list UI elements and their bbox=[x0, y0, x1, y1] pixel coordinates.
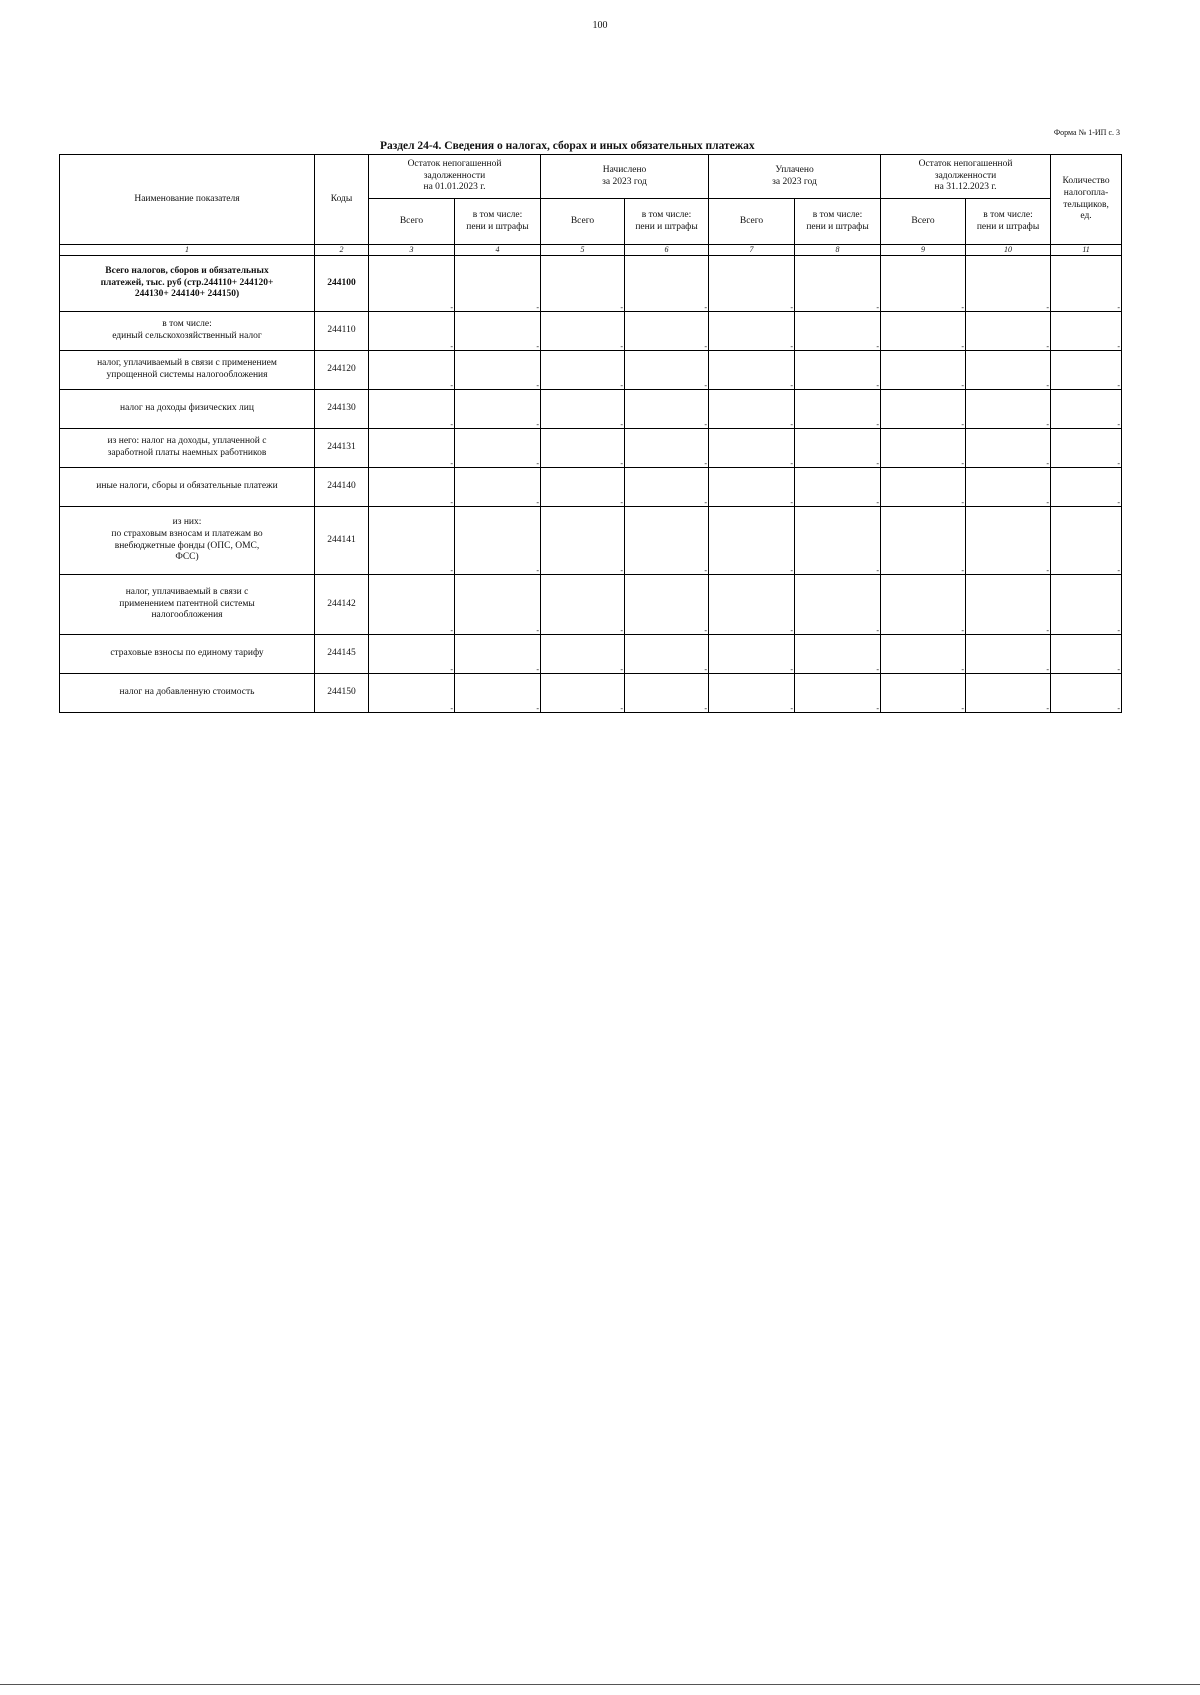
cell-dash: - bbox=[1046, 303, 1050, 312]
text-line: налог, уплачиваемый в связи с применением bbox=[97, 358, 277, 369]
header-group bbox=[881, 155, 1051, 199]
cell-dash: - bbox=[961, 381, 965, 390]
text-line: Уплачено bbox=[775, 164, 814, 175]
cell-dash: - bbox=[1046, 459, 1050, 468]
value-cell[interactable] bbox=[881, 429, 966, 468]
cell-dash: - bbox=[450, 704, 453, 713]
cell-dash: - bbox=[450, 420, 453, 429]
cell-dash: - bbox=[704, 626, 708, 635]
cell-dash: - bbox=[876, 303, 880, 312]
table-row bbox=[60, 507, 1122, 575]
column-number: 9 bbox=[881, 245, 966, 256]
value-cell[interactable] bbox=[795, 390, 881, 429]
value-cell[interactable] bbox=[1051, 312, 1122, 351]
cell-dash: - bbox=[961, 626, 965, 635]
cell-dash: - bbox=[790, 381, 794, 390]
value-cell[interactable] bbox=[369, 390, 455, 429]
text-line: за 2023 год bbox=[772, 176, 817, 187]
cell-dash: - bbox=[876, 665, 880, 674]
row-name bbox=[60, 674, 315, 713]
value-cell[interactable] bbox=[881, 351, 966, 390]
value-cell[interactable] bbox=[709, 468, 795, 507]
value-cell[interactable] bbox=[709, 674, 795, 713]
value-cell[interactable] bbox=[541, 256, 625, 312]
value-cell[interactable] bbox=[369, 351, 455, 390]
value-cell[interactable] bbox=[881, 507, 966, 575]
cell-dash: - bbox=[620, 459, 623, 468]
subheader-penalties bbox=[455, 199, 541, 245]
text-line: из них: bbox=[172, 516, 202, 527]
header-group bbox=[369, 155, 541, 199]
text-line: пени и штрафы bbox=[466, 221, 529, 232]
value-cell[interactable] bbox=[369, 468, 455, 507]
cell-dash: - bbox=[704, 704, 708, 713]
value-cell[interactable] bbox=[455, 507, 541, 575]
table-row bbox=[60, 351, 1122, 390]
value-cell[interactable] bbox=[1051, 635, 1122, 674]
cell-dash: - bbox=[876, 498, 880, 507]
row-name bbox=[60, 312, 315, 351]
value-cell[interactable] bbox=[455, 674, 541, 713]
value-cell[interactable] bbox=[881, 312, 966, 351]
cell-dash: - bbox=[704, 381, 708, 390]
row-code: 244140 bbox=[315, 468, 369, 507]
cell-dash: - bbox=[536, 566, 539, 575]
value-cell[interactable] bbox=[455, 256, 541, 312]
cell-dash: - bbox=[961, 566, 965, 575]
cell-dash: - bbox=[536, 303, 539, 312]
value-cell[interactable] bbox=[369, 312, 455, 351]
cell-dash: - bbox=[704, 303, 708, 312]
cell-dash: - bbox=[1117, 626, 1121, 635]
cell-dash: - bbox=[876, 459, 880, 468]
value-cell[interactable] bbox=[625, 312, 709, 351]
value-cell[interactable] bbox=[966, 635, 1051, 674]
row-name bbox=[60, 507, 315, 575]
cell-dash: - bbox=[790, 342, 794, 351]
text-line: ФСС) bbox=[175, 552, 199, 563]
table-row bbox=[60, 468, 1122, 507]
section-title: Раздел 24-4. Сведения о налогах, сборах и иных обязательных платежах bbox=[380, 140, 755, 152]
row-name bbox=[60, 575, 315, 635]
cell-dash: - bbox=[536, 704, 539, 713]
value-cell[interactable] bbox=[455, 468, 541, 507]
column-number: 11 bbox=[1051, 245, 1122, 256]
value-cell[interactable] bbox=[625, 635, 709, 674]
value-cell[interactable] bbox=[795, 429, 881, 468]
subheader-penalties bbox=[795, 199, 881, 245]
value-cell[interactable] bbox=[625, 256, 709, 312]
value-cell[interactable] bbox=[625, 507, 709, 575]
cell-dash: - bbox=[876, 381, 880, 390]
text-line: Всего налогов, сборов и обязательных bbox=[105, 265, 269, 276]
row-code: 244130 bbox=[315, 390, 369, 429]
value-cell[interactable] bbox=[625, 429, 709, 468]
cell-dash: - bbox=[536, 665, 539, 674]
value-cell[interactable] bbox=[541, 351, 625, 390]
report-table bbox=[59, 154, 1122, 713]
value-cell[interactable] bbox=[881, 256, 966, 312]
value-cell[interactable] bbox=[709, 390, 795, 429]
value-cell[interactable] bbox=[966, 312, 1051, 351]
value-cell[interactable] bbox=[541, 312, 625, 351]
row-name bbox=[60, 429, 315, 468]
text-line: задолженности bbox=[423, 170, 486, 181]
cell-dash: - bbox=[1046, 566, 1050, 575]
table-row bbox=[60, 674, 1122, 713]
cell-dash: - bbox=[790, 626, 794, 635]
text-line: задолженности bbox=[934, 170, 997, 181]
text-line: налогопла- bbox=[1063, 187, 1109, 198]
column-number: 10 bbox=[966, 245, 1051, 256]
text-line: тельщиков, bbox=[1063, 199, 1109, 210]
page-bottom-line bbox=[0, 1684, 1200, 1685]
text-line: Количество bbox=[1062, 175, 1110, 186]
cell-dash: - bbox=[450, 342, 453, 351]
cell-dash: - bbox=[961, 665, 965, 674]
row-code: 244110 bbox=[315, 312, 369, 351]
text-line: налог на добавленную стоимость bbox=[119, 687, 255, 698]
text-line: платежей, тыс. руб (стр.244110+ 244120+ bbox=[100, 277, 274, 288]
value-cell[interactable] bbox=[541, 575, 625, 635]
page-number: 100 bbox=[592, 20, 608, 31]
cell-dash: - bbox=[450, 665, 453, 674]
cell-dash: - bbox=[450, 566, 453, 575]
value-cell[interactable] bbox=[881, 468, 966, 507]
table-row bbox=[60, 312, 1122, 351]
cell-dash: - bbox=[536, 498, 539, 507]
cell-dash: - bbox=[450, 498, 453, 507]
row-name bbox=[60, 256, 315, 312]
value-cell[interactable] bbox=[795, 575, 881, 635]
value-cell[interactable] bbox=[455, 429, 541, 468]
cell-dash: - bbox=[620, 626, 623, 635]
cell-dash: - bbox=[790, 303, 794, 312]
row-code: 244145 bbox=[315, 635, 369, 674]
value-cell[interactable] bbox=[1051, 429, 1122, 468]
value-cell[interactable] bbox=[966, 256, 1051, 312]
value-cell[interactable] bbox=[881, 635, 966, 674]
column-number-row bbox=[60, 245, 1122, 256]
row-name bbox=[60, 390, 315, 429]
row-code: 244100 bbox=[315, 256, 369, 312]
column-number: 8 bbox=[795, 245, 881, 256]
cell-dash: - bbox=[876, 342, 880, 351]
text-line: единый сельскохозяйственный налог bbox=[112, 331, 262, 341]
text-line: в том числе: bbox=[472, 209, 523, 220]
value-cell[interactable] bbox=[966, 351, 1051, 390]
column-number: 6 bbox=[625, 245, 709, 256]
value-cell[interactable] bbox=[541, 429, 625, 468]
header-group bbox=[541, 155, 709, 199]
value-cell[interactable] bbox=[625, 468, 709, 507]
text-line: налог на доходы физических лиц bbox=[120, 403, 254, 414]
value-cell[interactable] bbox=[369, 575, 455, 635]
row-name bbox=[60, 635, 315, 674]
subheader-penalties bbox=[625, 199, 709, 245]
value-cell[interactable] bbox=[369, 256, 455, 312]
cell-dash: - bbox=[876, 420, 880, 429]
cell-dash: - bbox=[1117, 342, 1121, 351]
cell-dash: - bbox=[1117, 665, 1121, 674]
cell-dash: - bbox=[961, 498, 965, 507]
table-row bbox=[60, 390, 1122, 429]
cell-dash: - bbox=[1117, 381, 1121, 390]
cell-dash: - bbox=[620, 342, 623, 351]
cell-dash: - bbox=[961, 459, 965, 468]
cell-dash: - bbox=[961, 303, 965, 312]
value-cell[interactable] bbox=[795, 256, 881, 312]
value-cell[interactable] bbox=[709, 256, 795, 312]
cell-dash: - bbox=[620, 566, 623, 575]
value-cell[interactable] bbox=[625, 575, 709, 635]
row-code: 244141 bbox=[315, 507, 369, 575]
table-body bbox=[60, 256, 1122, 713]
value-cell[interactable] bbox=[709, 507, 795, 575]
header-group bbox=[709, 155, 881, 199]
value-cell[interactable] bbox=[1051, 575, 1122, 635]
cell-dash: - bbox=[961, 420, 965, 429]
text-line: 244130+ 244140+ 244150) bbox=[134, 289, 240, 300]
column-number: 1 bbox=[60, 245, 315, 256]
text-line: налог, уплачиваемый в связи с bbox=[125, 586, 249, 597]
cell-dash: - bbox=[450, 381, 453, 390]
column-number: 4 bbox=[455, 245, 541, 256]
cell-dash: - bbox=[450, 303, 453, 312]
cell-dash: - bbox=[1046, 626, 1050, 635]
value-cell[interactable] bbox=[709, 429, 795, 468]
text-line: в том числе: bbox=[983, 209, 1033, 220]
column-number: 2 bbox=[315, 245, 369, 256]
column-number: 3 bbox=[369, 245, 455, 256]
cell-dash: - bbox=[790, 498, 794, 507]
cell-dash: - bbox=[704, 420, 708, 429]
value-cell[interactable] bbox=[709, 312, 795, 351]
table-row bbox=[60, 256, 1122, 312]
value-cell[interactable] bbox=[795, 468, 881, 507]
row-name bbox=[60, 468, 315, 507]
header-name: Наименование показателя bbox=[60, 155, 315, 245]
cell-dash: - bbox=[1046, 342, 1050, 351]
text-line: внебюджетные фонды (ОПС, ОМС, bbox=[114, 540, 260, 551]
value-cell[interactable] bbox=[455, 390, 541, 429]
table-row bbox=[60, 429, 1122, 468]
row-code: 244120 bbox=[315, 351, 369, 390]
value-cell[interactable] bbox=[881, 674, 966, 713]
value-cell[interactable] bbox=[966, 674, 1051, 713]
text-line: Остаток непогашенной bbox=[407, 158, 502, 169]
cell-dash: - bbox=[620, 665, 623, 674]
table-row bbox=[60, 635, 1122, 674]
value-cell[interactable] bbox=[541, 674, 625, 713]
value-cell[interactable] bbox=[709, 635, 795, 674]
value-cell[interactable] bbox=[795, 312, 881, 351]
value-cell[interactable] bbox=[541, 635, 625, 674]
cell-dash: - bbox=[1117, 420, 1121, 429]
cell-dash: - bbox=[1046, 420, 1050, 429]
cell-dash: - bbox=[450, 626, 453, 635]
subheader-total: Всего bbox=[881, 199, 966, 245]
value-cell[interactable] bbox=[541, 507, 625, 575]
text-line: страховые взносы по единому тарифу bbox=[110, 648, 264, 659]
value-cell[interactable] bbox=[795, 674, 881, 713]
cell-dash: - bbox=[620, 704, 623, 713]
cell-dash: - bbox=[961, 704, 965, 713]
text-line: из него: налог на доходы, уплаченной с bbox=[107, 436, 267, 447]
value-cell[interactable] bbox=[455, 312, 541, 351]
cell-dash: - bbox=[1117, 566, 1121, 575]
cell-dash: - bbox=[790, 665, 794, 674]
subheader-total: Всего bbox=[541, 199, 625, 245]
value-cell[interactable] bbox=[625, 351, 709, 390]
cell-dash: - bbox=[450, 459, 453, 468]
cell-dash: - bbox=[536, 626, 539, 635]
cell-dash: - bbox=[536, 381, 539, 390]
value-cell[interactable] bbox=[709, 575, 795, 635]
text-line: на 01.01.2023 г. bbox=[423, 182, 486, 193]
subheader-total: Всего bbox=[709, 199, 795, 245]
text-line: упрощенной системы налогообложения bbox=[106, 370, 268, 380]
text-line: иные налоги, сборы и обязательные платежи bbox=[96, 481, 278, 492]
cell-dash: - bbox=[1117, 303, 1121, 312]
cell-dash: - bbox=[790, 704, 794, 713]
cell-dash: - bbox=[536, 342, 539, 351]
row-name bbox=[60, 351, 315, 390]
value-cell[interactable] bbox=[881, 575, 966, 635]
text-line: заработной платы наемных работников bbox=[107, 448, 267, 458]
table-row bbox=[60, 575, 1122, 635]
cell-dash: - bbox=[620, 381, 623, 390]
cell-dash: - bbox=[1117, 704, 1121, 713]
header-count bbox=[1051, 155, 1122, 245]
cell-dash: - bbox=[1046, 498, 1050, 507]
text-line: Начислено bbox=[602, 164, 647, 175]
text-line: в том числе: bbox=[812, 209, 863, 220]
value-cell[interactable] bbox=[1051, 256, 1122, 312]
form-id: Форма № 1-ИП с. 3 bbox=[1053, 128, 1120, 137]
text-line: пени и штрафы bbox=[976, 221, 1040, 232]
subheader-total: Всего bbox=[369, 199, 455, 245]
cell-dash: - bbox=[704, 665, 708, 674]
cell-dash: - bbox=[704, 342, 708, 351]
cell-dash: - bbox=[536, 459, 539, 468]
text-line: налогообложения bbox=[151, 610, 223, 621]
value-cell[interactable] bbox=[795, 351, 881, 390]
value-cell[interactable] bbox=[369, 635, 455, 674]
cell-dash: - bbox=[536, 420, 539, 429]
value-cell[interactable] bbox=[966, 429, 1051, 468]
header-code: Коды bbox=[315, 155, 369, 245]
text-line: на 31.12.2023 г. bbox=[934, 182, 997, 193]
value-cell[interactable] bbox=[1051, 390, 1122, 429]
value-cell[interactable] bbox=[795, 507, 881, 575]
text-line: в том числе: bbox=[162, 319, 212, 330]
cell-dash: - bbox=[620, 420, 623, 429]
text-line: по страховым взносам и платежам во bbox=[111, 528, 263, 539]
value-cell[interactable] bbox=[455, 351, 541, 390]
subheader-penalties bbox=[966, 199, 1051, 245]
text-line: применением патентной системы bbox=[119, 598, 255, 609]
cell-dash: - bbox=[620, 498, 623, 507]
value-cell[interactable] bbox=[966, 507, 1051, 575]
value-cell[interactable] bbox=[1051, 507, 1122, 575]
cell-dash: - bbox=[704, 498, 708, 507]
value-cell[interactable] bbox=[966, 575, 1051, 635]
value-cell[interactable] bbox=[369, 429, 455, 468]
column-number: 7 bbox=[709, 245, 795, 256]
row-code: 244131 bbox=[315, 429, 369, 468]
text-line: пени и штрафы bbox=[635, 221, 698, 232]
text-line: ед. bbox=[1080, 211, 1092, 222]
cell-dash: - bbox=[704, 566, 708, 575]
text-line: пени и штрафы bbox=[806, 221, 869, 232]
cell-dash: - bbox=[790, 566, 794, 575]
value-cell[interactable] bbox=[541, 390, 625, 429]
row-code: 244150 bbox=[315, 674, 369, 713]
cell-dash: - bbox=[1117, 498, 1121, 507]
value-cell[interactable] bbox=[966, 468, 1051, 507]
value-cell[interactable] bbox=[1051, 468, 1122, 507]
text-line: за 2023 год bbox=[602, 176, 647, 187]
cell-dash: - bbox=[1046, 381, 1050, 390]
cell-dash: - bbox=[620, 303, 623, 312]
value-cell[interactable] bbox=[541, 468, 625, 507]
cell-dash: - bbox=[1117, 459, 1121, 468]
column-number: 5 bbox=[541, 245, 625, 256]
cell-dash: - bbox=[790, 459, 794, 468]
row-code: 244142 bbox=[315, 575, 369, 635]
value-cell[interactable] bbox=[881, 390, 966, 429]
cell-dash: - bbox=[1046, 665, 1050, 674]
cell-dash: - bbox=[961, 342, 965, 351]
value-cell[interactable] bbox=[966, 390, 1051, 429]
value-cell[interactable] bbox=[455, 635, 541, 674]
value-cell[interactable] bbox=[625, 390, 709, 429]
value-cell[interactable] bbox=[1051, 351, 1122, 390]
cell-dash: - bbox=[704, 459, 708, 468]
value-cell[interactable] bbox=[369, 674, 455, 713]
text-line: Остаток непогашенной bbox=[918, 158, 1013, 169]
value-cell[interactable] bbox=[1051, 674, 1122, 713]
value-cell[interactable] bbox=[455, 575, 541, 635]
value-cell[interactable] bbox=[709, 351, 795, 390]
cell-dash: - bbox=[790, 420, 794, 429]
value-cell[interactable] bbox=[625, 674, 709, 713]
text-line: в том числе: bbox=[641, 209, 692, 220]
cell-dash: - bbox=[876, 704, 880, 713]
cell-dash: - bbox=[876, 626, 880, 635]
value-cell[interactable] bbox=[369, 507, 455, 575]
value-cell[interactable] bbox=[795, 635, 881, 674]
cell-dash: - bbox=[876, 566, 880, 575]
cell-dash: - bbox=[1046, 704, 1050, 713]
